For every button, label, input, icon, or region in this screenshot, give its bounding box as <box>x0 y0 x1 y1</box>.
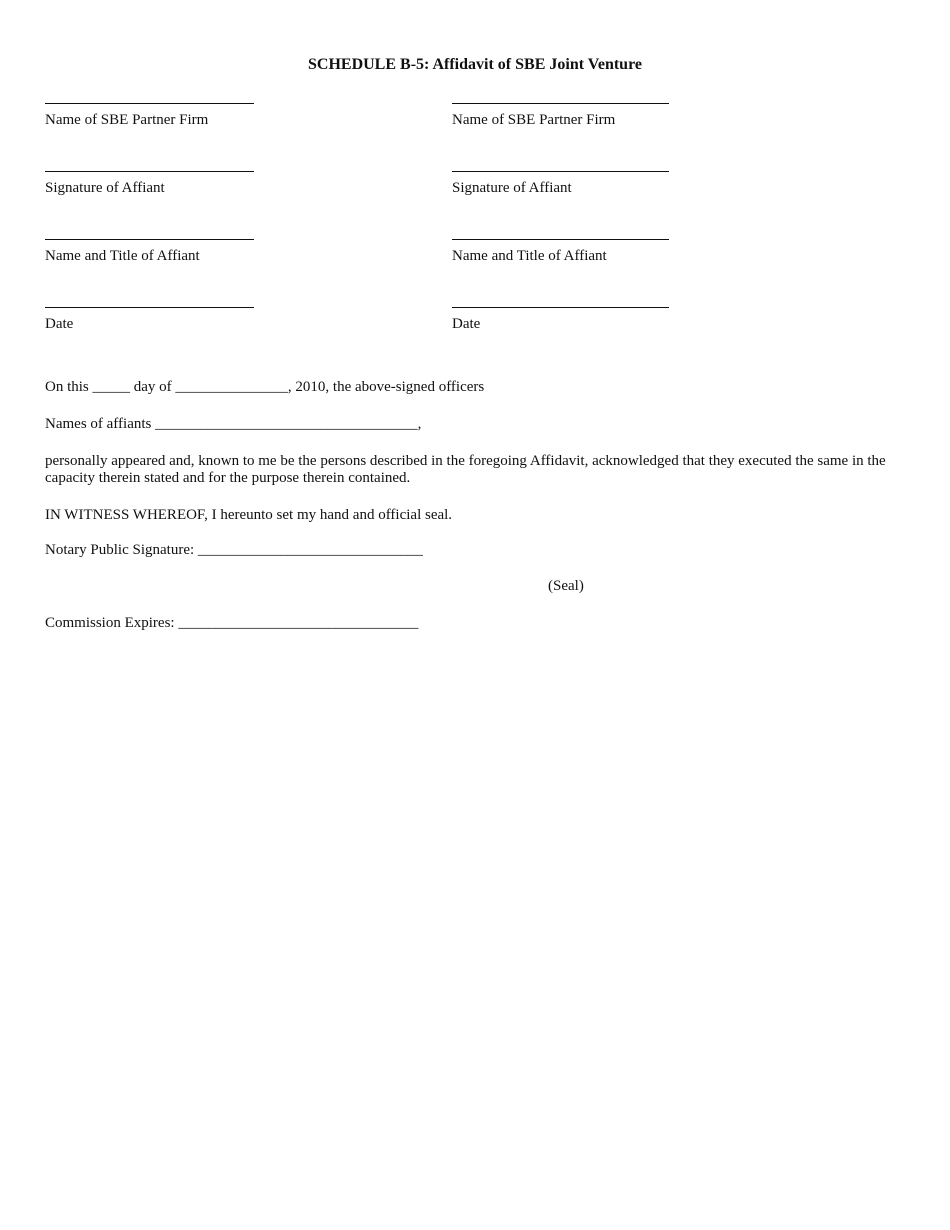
right-name-title-label: Name and Title of Affiant <box>452 248 607 264</box>
right-signature-line[interactable] <box>452 159 669 172</box>
right-date-line[interactable] <box>452 295 669 308</box>
right-firm-name-label: Name of SBE Partner Firm <box>452 112 616 128</box>
right-date-label: Date <box>452 316 481 332</box>
personally-appeared-paragraph: personally appeared and, known to me be the persons described in the foregoing Affidavit, acknowledged that they executed the same in the capacity therein stated and for the purpose therein contained. <box>45 453 886 486</box>
names-of-affiants-line: Names of affiants ___________________________________, <box>45 416 422 432</box>
right-date-block <box>452 295 669 363</box>
left-name-title-label: Name and Title of Affiant <box>45 248 200 264</box>
right-firm-name-line[interactable] <box>452 91 669 104</box>
seal-label: (Seal) <box>548 578 584 594</box>
left-firm-name-block <box>45 91 254 159</box>
commission-expires-line: Commission Expires: ________________________________ <box>45 615 419 631</box>
left-name-title-block <box>45 227 254 295</box>
right-name-title-line[interactable] <box>452 227 669 240</box>
left-signature-label: Signature of Affiant <box>45 180 165 196</box>
left-firm-name-label: Name of SBE Partner Firm <box>45 112 209 128</box>
witness-whereof-line: IN WITNESS WHEREOF, I hereunto set my hand and official seal. <box>45 507 453 523</box>
right-signature-label: Signature of Affiant <box>452 180 572 196</box>
right-signature-column <box>452 91 669 363</box>
left-date-label: Date <box>45 316 74 332</box>
right-name-title-block <box>452 227 669 295</box>
left-date-block <box>45 295 254 363</box>
left-signature-line[interactable] <box>45 159 254 172</box>
left-firm-name-line[interactable] <box>45 91 254 104</box>
notary-signature-line: Notary Public Signature: ______________________________ <box>45 542 423 558</box>
left-signature-column <box>45 91 254 363</box>
left-signature-block <box>45 159 254 227</box>
left-name-title-line[interactable] <box>45 227 254 240</box>
page-title: SCHEDULE B-5: Affidavit of SBE Joint Venture <box>308 56 642 73</box>
left-date-line[interactable] <box>45 295 254 308</box>
right-signature-block <box>452 159 669 227</box>
right-firm-name-block <box>452 91 669 159</box>
on-this-day-line: On this _____ day of _______________, 2010, the above-signed officers <box>45 379 485 395</box>
